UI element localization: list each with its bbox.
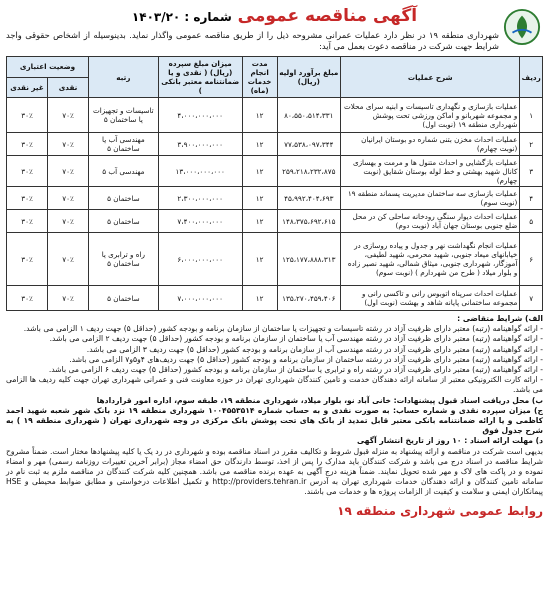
header-rank: رتبه bbox=[89, 57, 159, 98]
header-deposit: میزان مبلغ سپرده (ریال) ( نقدی و یا ضمانتنامه معتبر بانکی ) bbox=[158, 57, 242, 98]
cell-estimate: ۲۵۹،۲۱۸،۲۳۲،۸۷۵ bbox=[277, 156, 341, 187]
cell-row-number: ۱ bbox=[520, 98, 543, 133]
cell-cash: ۷۰٪ bbox=[48, 98, 89, 133]
cell-rank: راه و ترابری یا ساختمان ۵ bbox=[89, 233, 159, 286]
cell-description: عملیات احداث مخزن بتنی شماره دو بوستان ایرانیان (نوبت چهارم) bbox=[341, 133, 520, 156]
cell-noncash: ۳۰٪ bbox=[7, 156, 48, 187]
cell-row-number: ۳ bbox=[520, 156, 543, 187]
header-description: شرح عملیات bbox=[341, 57, 520, 98]
terms-deposit: ج) میزان سپرده نقدی و شماره حساب: به صورت نقدی و به حساب شماره ۱۰۰۴۵۵۳۵۱۴ شهرداری منطقه ۱۹ نزد بانک شهر شعبه شهید احمد کاظمی و یا ارائه ضمانتنامه بانکی معتبر قابل تمدید از بانک های تحت پوشش بانک مرکزی در وجه شهرداری تهران ( شهرداری منطقه ۱۹ ) به شرح جدول فوق bbox=[6, 405, 543, 436]
title-text: آگهی مناقصه عمومی bbox=[237, 6, 418, 26]
cell-row-number: ۲ bbox=[520, 133, 543, 156]
cell-rank: مهندسی آب یا ساختمان ۵ bbox=[89, 133, 159, 156]
terms-notes: بدیهی است شرکت در مناقصه و ارائه پیشنهاد به منزله قبول شروط و تکالیف مقرر در اسناد مناقصه بوده و شهرداری در رد یک یا کلیه پیشنهادها مختار است. ضمناً مشروح شرایط مناقصه در اسناد درج می باشد و شرکت کنندگان باید مدارک را پس از اخذ، توسط دارندگان حق امضاء مجاز (برابر آخرین تغییرات روزنامه رسمی) مهر و امضاء نموده و در پاکت های لاک و مهر شده تحویل نمایند. ضمناً هزینه درج آگهی به عهده برنده مناقصه می باشد. همچنین کلیه شرکت کنندگان در مناقصه ملزم به ثبت نام در سامانه تامین کنندگان و ارائه دهندگان خدمات شهرداری تهران به آدرس http://providers.tehran.ir و تکمیل اطلاعات درخواستی و مطابق ضوابط محیطی و HSE پیمانکاران ایمنی و سلامت و کیفیت از الزامات پروژه ها و خدمات می باشند. bbox=[6, 446, 543, 497]
cell-description: عملیات بازسازی و نگهداری تاسیسات و ابنیه سرای محلات و مجموعه شهربانو و اماکن ورزشی تحت پوشش شهرداری منطقه ۱۹ (نوبت اول) bbox=[341, 98, 520, 133]
header-row-number: ردیف bbox=[520, 57, 543, 98]
cell-cash: ۷۰٪ bbox=[48, 187, 89, 210]
header-estimate: مبلغ برآورد اولیه (ریال) bbox=[277, 57, 341, 98]
terms-line: - ارائه گواهینامه (رتبه) معتبر دارای ظرفیت آزاد در رشته تاسیسات و تجهیزات یا ساختمان از سازمان برنامه و بودجه کشور (حداقل ۵) جهت ردیف ۱ الزامی می باشد. bbox=[23, 324, 543, 334]
cell-description: عملیات احداث دیوار سنگی رودخانه ساحلی کن در محل ضلع جنوبی بوستان جهان آباد (نوبت دوم) bbox=[341, 210, 520, 233]
cell-duration: ۱۲ bbox=[242, 210, 277, 233]
table-row bbox=[7, 286, 543, 311]
cell-cash: ۷۰٪ bbox=[48, 286, 89, 311]
table-row bbox=[7, 133, 543, 156]
cell-row-number: ۶ bbox=[520, 233, 543, 286]
cell-rank: تاسیسات و تجهیزات یا ساختمان ۵ bbox=[89, 98, 159, 133]
header-cash: نقدی bbox=[48, 77, 89, 98]
cell-row-number: ۷ bbox=[520, 286, 543, 311]
cell-deposit: ۶،۰۰۰،۰۰۰،۰۰۰ bbox=[158, 233, 242, 286]
terms-section bbox=[6, 314, 543, 498]
cell-estimate: ۷۷،۵۳۸،۰۹۷،۳۴۴ bbox=[277, 133, 341, 156]
cell-duration: ۱۲ bbox=[242, 187, 277, 210]
cell-estimate: ۱۳۵،۲۷۰،۴۵۹،۴۰۶ bbox=[277, 286, 341, 311]
terms-line: - ارائه گواهینامه (رتبه) معتبر دارای ظرفیت آزاد در رشته ساختمان از سازمان برنامه و بودجه کشور (حداقل ۵) جهت ردیف‌های ۴و۵و۷ الزامی می باشد. bbox=[69, 354, 543, 364]
cell-noncash: ۳۰٪ bbox=[7, 233, 48, 286]
terms-line: - ارائه گواهینامه (رتبه) معتبر دارای ظرفیت آزاد در رشته مهندسی آب از سازمان برنامه و بودجه کشور (حداقل ۵) جهت ردیف ۳ الزامی می باشد. bbox=[86, 344, 543, 354]
cell-row-number: ۴ bbox=[520, 187, 543, 210]
cell-rank: ساختمان ۵ bbox=[89, 286, 159, 311]
cell-estimate: ۸۰،۵۵۰،۵۱۴،۳۳۱ bbox=[277, 98, 341, 133]
header-noncash: غیر نقدی bbox=[7, 77, 48, 98]
table-row bbox=[7, 210, 543, 233]
terms-heading: الف) شرایط متقاضی : bbox=[457, 314, 543, 323]
cell-rank: ساختمان ۵ bbox=[89, 187, 159, 210]
cell-noncash: ۳۰٪ bbox=[7, 187, 48, 210]
cell-noncash: ۳۰٪ bbox=[7, 210, 48, 233]
cell-duration: ۱۲ bbox=[242, 98, 277, 133]
table-row bbox=[7, 233, 543, 286]
cell-deposit: ۲،۳۰۰،۰۰۰،۰۰۰ bbox=[158, 187, 242, 210]
cell-deposit: ۴،۰۰۰،۰۰۰،۰۰۰ bbox=[158, 98, 242, 133]
cell-deposit: ۱۳،۰۰۰،۰۰۰،۰۰۰ bbox=[158, 156, 242, 187]
cell-cash: ۷۰٪ bbox=[48, 210, 89, 233]
notice-header bbox=[6, 4, 543, 48]
intro-text: شهرداری منطقه ۱۹ در نظر دارد عملیات عمرانی مشروحه ذیل را از طریق مناقصه عمومی واگذار نماید. بدینوسیله از اشخاص حقوقی واجد شرایط جهت شرکت در مناقصه دعوت بعمل می آید: bbox=[6, 30, 499, 51]
terms-line: - ارائه گواهینامه (رتبه) معتبر دارای ظرفیت آزاد در رشته مهندسی آب یا ساختمان از سازمان برنامه و بودجه کشور (حداقل ۵) جهت ردیف ۲ الزامی می باشد. bbox=[49, 334, 543, 344]
cell-cash: ۷۰٪ bbox=[48, 156, 89, 187]
cell-description: عملیات احداث سرپناه اتوبوس رانی و تاکسی رانی و مجموعه ساختمانی پایانه شاهد و بهشت (نوبت اول) bbox=[341, 286, 520, 311]
table-row bbox=[7, 98, 543, 133]
cell-estimate: ۱۲۵،۱۷۷،۸۸۸،۳۱۳ bbox=[277, 233, 341, 286]
table-header-row bbox=[7, 57, 543, 78]
tender-table bbox=[6, 56, 543, 311]
terms-line: - ارائه کارت الکترونیکی معتبر از سامانه ارائه دهندگان خدمت و تامین کنندگان شهرداری تهران در حوزه معاونت فنی و عمرانی شهرداری تهران جهت کلیه ردیف ها الزامی می باشد. bbox=[6, 375, 543, 395]
table-row bbox=[7, 187, 543, 210]
terms-line: - ارائه گواهینامه (رتبه) معتبر دارای ظرفیت آزاد در رشته راه و ترابری یا ساختمان از سازمان برنامه و بودجه کشور (حداقل ۵) جهت ردیف ۶ الزامی می باشد. bbox=[48, 365, 543, 375]
cell-cash: ۷۰٪ bbox=[48, 233, 89, 286]
cell-rank: ساختمان ۵ bbox=[89, 210, 159, 233]
cell-noncash: ۳۰٪ bbox=[7, 286, 48, 311]
table-row bbox=[7, 156, 543, 187]
cell-deposit: ۳،۹۰۰،۰۰۰،۰۰۰ bbox=[158, 133, 242, 156]
cell-description: عملیات بازگشایی و احداث متنول ها و مرمت و بهسازی کانال شهید بهشتی و خط لوله بوستان شقایق (نوبت چهارم) bbox=[341, 156, 520, 187]
cell-description: عملیات انجام نگهداشت نهر و جدول و پیاده روسازی در خیابانهای میعاد جنوبی، شهید محرمی، شهید لطیفی، آموزگار، شهرداری جنوبی، میثاق شمالی، شهید نصیر زاده و بلوار میلاد ( طرح من شهردارم ) (نوبت سوم) bbox=[341, 233, 520, 286]
cell-duration: ۱۲ bbox=[242, 233, 277, 286]
public-relations-signature: روابط عمومی شهرداری منطقه ۱۹ bbox=[337, 503, 543, 518]
notice-number: شماره : ۱۴۰۳/۲۰ bbox=[131, 10, 232, 24]
cell-estimate: ۴۵،۹۹۲،۴۰۴،۶۹۳ bbox=[277, 187, 341, 210]
notice-title bbox=[6, 6, 543, 26]
header-duration: مدت انجام خدمات (ماه) bbox=[242, 57, 277, 98]
cell-noncash: ۳۰٪ bbox=[7, 98, 48, 133]
cell-estimate: ۱۴۸،۳۷۵،۶۹۲،۶۱۵ bbox=[277, 210, 341, 233]
cell-duration: ۱۲ bbox=[242, 156, 277, 187]
cell-description: عملیات بازسازی سه ساختمان مدیریت پسماند منطقه ۱۹ (نوبت سوم) bbox=[341, 187, 520, 210]
cell-cash: ۷۰٪ bbox=[48, 133, 89, 156]
cell-deposit: ۷،۴۰۰،۰۰۰،۰۰۰ bbox=[158, 210, 242, 233]
cell-deposit: ۷،۰۰۰،۰۰۰،۰۰۰ bbox=[158, 286, 242, 311]
cell-duration: ۱۲ bbox=[242, 133, 277, 156]
header-credit-status: وضعیت اعتباری bbox=[7, 57, 89, 78]
cell-noncash: ۳۰٪ bbox=[7, 133, 48, 156]
terms-deadline: د) مهلت ارائه اسناد : ۱۰ روز از تاریخ انتشار آگهی bbox=[357, 436, 543, 446]
cell-rank: مهندسی آب ۵ bbox=[89, 156, 159, 187]
terms-location: ب) محل دریافت اسناد قبول پیشنهادات: خانی آباد نو، بلوار میلاد، شهرداری منطقه ۱۹، طبقه سوم، اداره امور قراردادها bbox=[96, 395, 543, 405]
cell-duration: ۱۲ bbox=[242, 286, 277, 311]
cell-row-number: ۵ bbox=[520, 210, 543, 233]
